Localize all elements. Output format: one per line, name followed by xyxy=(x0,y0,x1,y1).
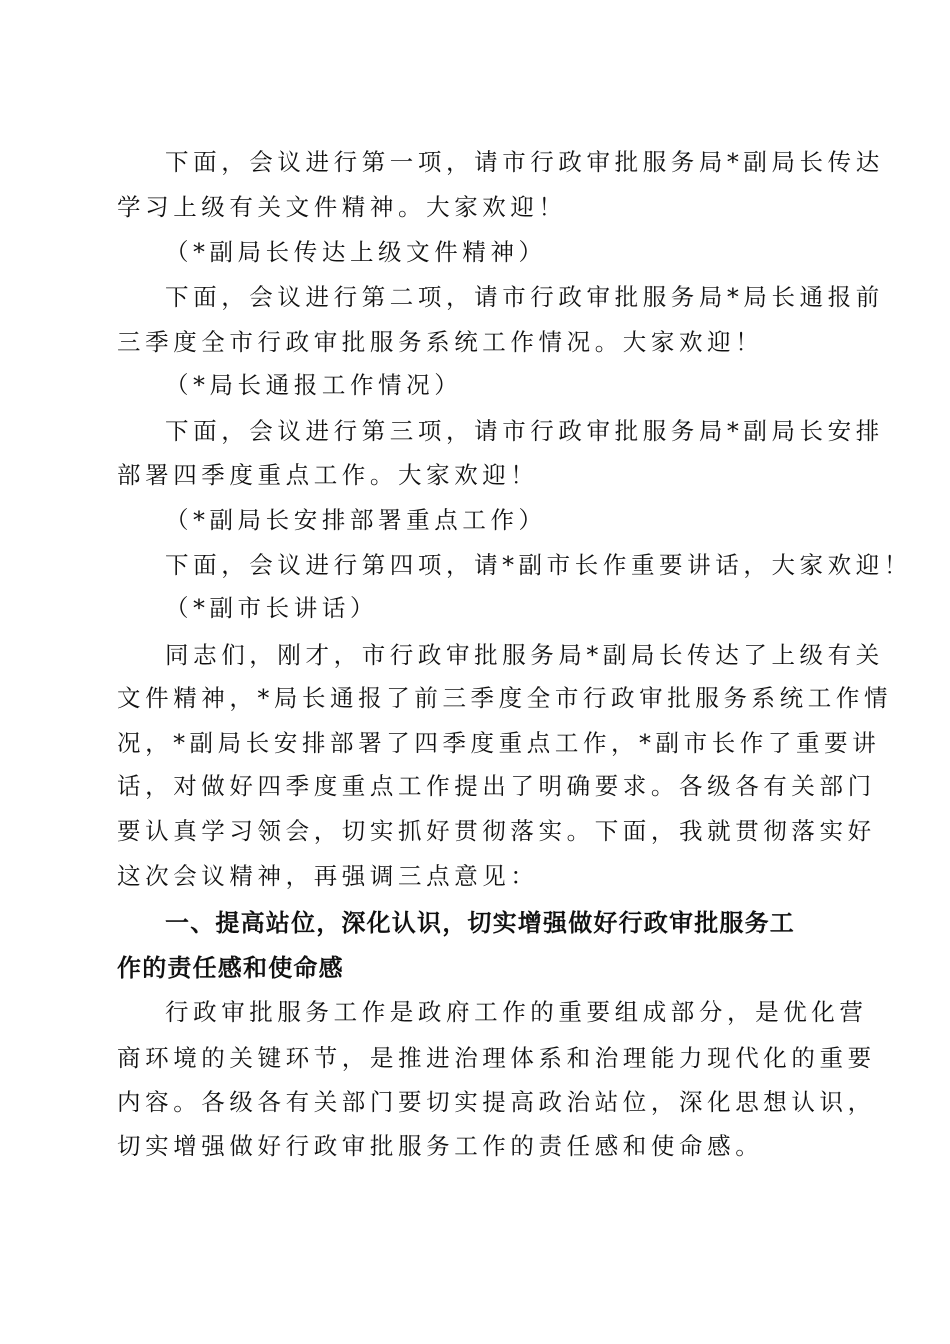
summary-paragraph-line-1: 同志们，刚才，市行政审批服务局*副局长传达了上级有关 xyxy=(165,641,884,669)
section-body-line-3: 内容。各级各有关部门要切实提高政治站位，深化思想认识， xyxy=(117,1088,876,1116)
paragraph-item-2-line-2: 三季度全市行政审批服务系统工作情况。大家欢迎！ xyxy=(117,328,764,356)
stage-direction-3: （*副局长安排部署重点工作） xyxy=(165,506,547,534)
stage-direction-2: （*局长通报工作情况） xyxy=(165,371,463,399)
summary-paragraph-line-2: 文件精神，*局长通报了前三季度全市行政审批服务系统工作情 xyxy=(117,684,893,712)
paragraph-item-1-line-1: 下面，会议进行第一项，请市行政审批服务局*副局长传达 xyxy=(165,148,884,176)
section-heading-1-line-1: 一、提高站位，深化认识，切实增强做好行政审批服务工 xyxy=(165,909,795,937)
stage-direction-4: （*副市长讲话） xyxy=(165,594,379,622)
stage-direction-1: （*副局长传达上级文件精神） xyxy=(165,238,547,266)
paragraph-item-2-line-1: 下面，会议进行第二项，请市行政审批服务局*局长通报前 xyxy=(165,283,884,311)
section-body-line-4: 切实增强做好行政审批服务工作的责任感和使命感。 xyxy=(117,1132,764,1160)
paragraph-item-4-line-1: 下面，会议进行第四项，请*副市长作重要讲话，大家欢迎！ xyxy=(165,551,912,579)
summary-paragraph-line-3: 况，*副局长安排部署了四季度重点工作，*副市长作了重要讲 xyxy=(117,729,881,757)
paragraph-item-3-line-1: 下面，会议进行第三项，请市行政审批服务局*副局长安排 xyxy=(165,417,884,445)
section-heading-1-line-2: 作的责任感和使命感 xyxy=(117,954,344,982)
summary-paragraph-line-6: 这次会议精神，再强调三点意见： xyxy=(117,862,539,890)
paragraph-item-3-line-2: 部署四季度重点工作。大家欢迎！ xyxy=(117,461,539,489)
section-body-line-2: 商环境的关键环节，是推进治理体系和治理能力现代化的重要 xyxy=(117,1044,876,1072)
summary-paragraph-line-4: 话，对做好四季度重点工作提出了明确要求。各级各有关部门 xyxy=(117,772,876,800)
paragraph-item-1-line-2: 学习上级有关文件精神。大家欢迎！ xyxy=(117,193,567,221)
summary-paragraph-line-5: 要认真学习领会，切实抓好贯彻落实。下面，我就贯彻落实好 xyxy=(117,817,876,845)
section-body-line-1: 行政审批服务工作是政府工作的重要组成部分，是优化营 xyxy=(165,998,868,1026)
